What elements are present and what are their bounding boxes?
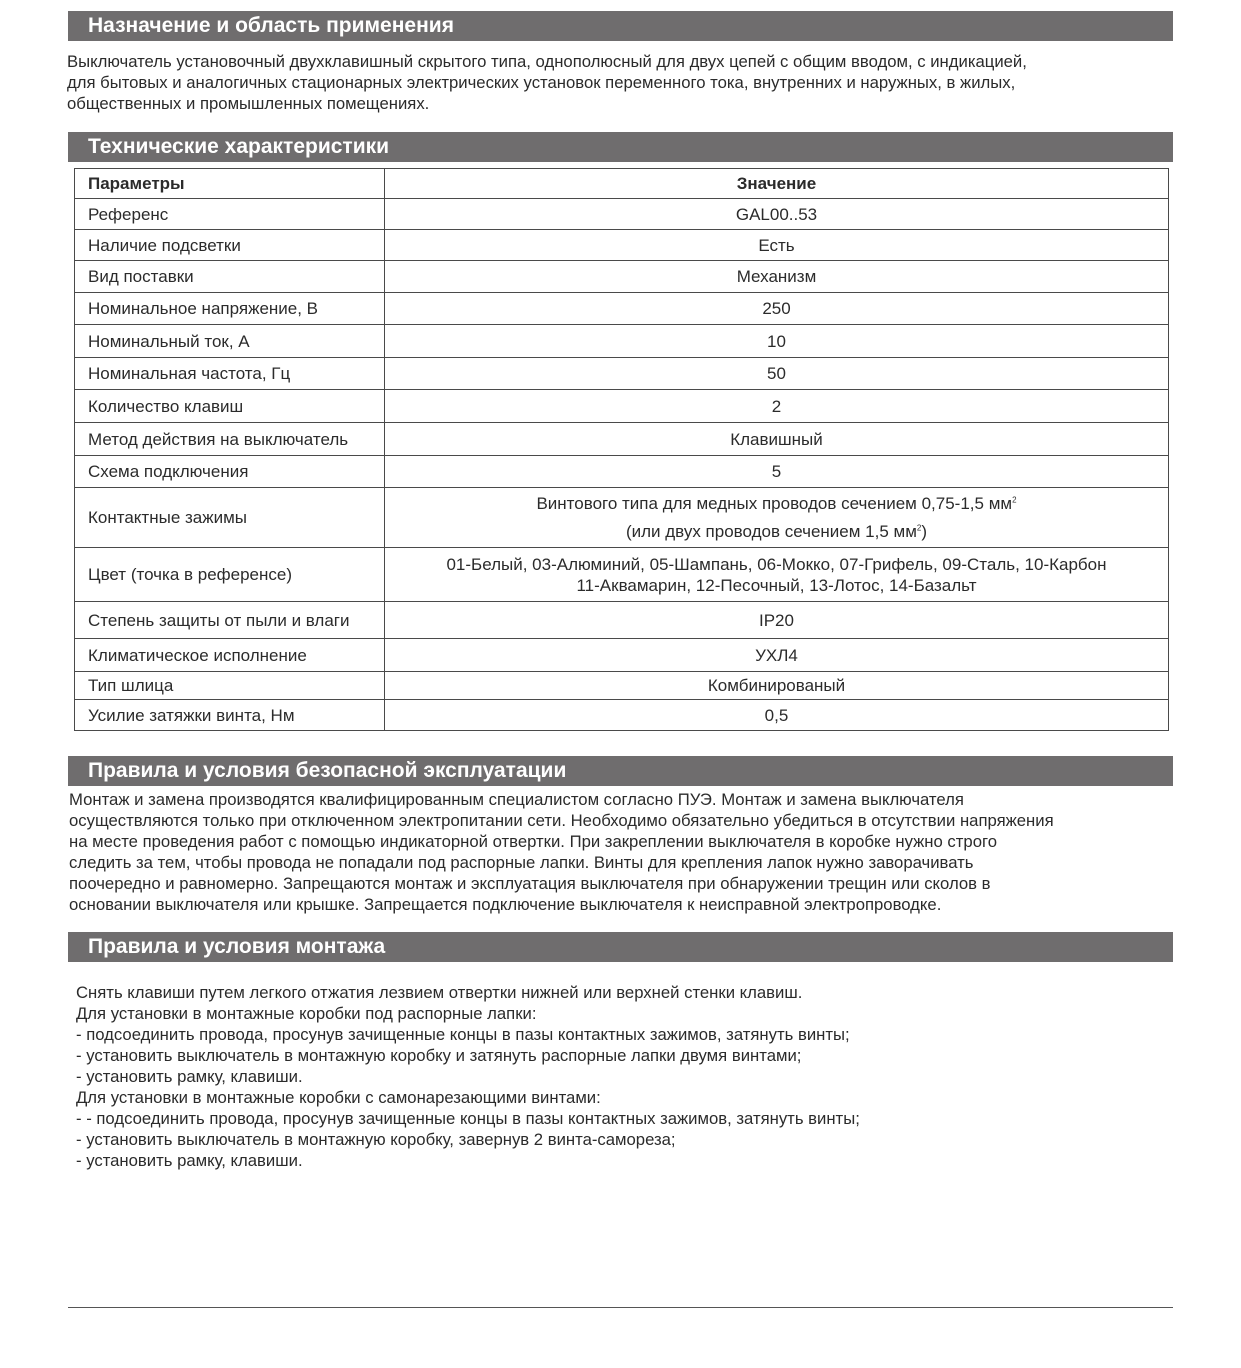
table-row	[75, 672, 1169, 700]
safety-line: на месте проведения работ с помощью индикаторной отвертки. При закреплении выключателя в коробке нужно строго	[69, 832, 997, 851]
header-param: Параметры	[75, 169, 385, 199]
mounting-line: Для установки в монтажные коробки под распорные лапки:	[76, 1004, 537, 1023]
row-param: Количество клавиш	[75, 390, 385, 423]
superscript: 2	[916, 522, 922, 532]
row-param: Номинальная частота, Гц	[75, 358, 385, 390]
table-row	[75, 488, 1169, 548]
superscript: 2	[1012, 494, 1017, 504]
table-header-row	[75, 169, 1169, 199]
row-param: Номинальный ток, А	[75, 325, 385, 358]
table-row	[75, 700, 1169, 731]
header-value: Значение	[385, 169, 1169, 199]
row-param: Климатическое исполнение	[75, 639, 385, 672]
row-param: Усилие затяжки винта, Нм	[75, 700, 385, 731]
specs-table	[74, 168, 1169, 731]
row-value: 250	[385, 293, 1169, 325]
mounting-line: - установить выключатель в монтажную коробку и затянуть распорные лапки двумя винтами;	[76, 1046, 802, 1065]
table-row	[75, 261, 1169, 293]
purpose-paragraph	[67, 51, 1027, 114]
row-param: Тип шлица	[75, 672, 385, 700]
row-param: Вид поставки	[75, 261, 385, 293]
table-row	[75, 199, 1169, 230]
safety-line: осуществляются только при отключенном электропитании сети. Необходимо обязательно убедиться в отсутствии напряжения	[69, 811, 1054, 830]
row-value: Есть	[385, 230, 1169, 261]
table-row	[75, 423, 1169, 456]
mounting-line: Снять клавиши путем легкого отжатия лезвием отвертки нижней или верхней стенки клавиш.	[76, 983, 803, 1002]
mounting-line: - - подсоединить провода, просунув зачищенные концы в пазы контактных зажимов, затянуть винты;	[76, 1109, 860, 1128]
row-param: Метод действия на выключатель	[75, 423, 385, 456]
row-param: Номинальное напряжение, В	[75, 293, 385, 325]
safety-line: основании выключателя или крышке. Запрещается подключение выключателя к неисправной электропроводке.	[69, 895, 942, 914]
row-value: 0,5	[385, 700, 1169, 731]
row-value: 10	[385, 325, 1169, 358]
row-param: Цвет (точка в референсе)	[75, 548, 385, 602]
row-value	[385, 488, 1169, 548]
table-row	[75, 293, 1169, 325]
mounting-paragraph	[76, 982, 860, 1171]
table-row	[75, 548, 1169, 602]
row-value-line: 11-Аквамарин, 12-Песочный, 13-Лотос, 14-Базальт	[576, 575, 977, 595]
row-param: Референс	[75, 199, 385, 230]
section-header-purpose: Назначение и область применения	[68, 11, 1173, 41]
row-value: 50	[385, 358, 1169, 390]
row-value	[385, 548, 1169, 602]
table-row	[75, 456, 1169, 488]
table-row	[75, 230, 1169, 261]
safety-line: следить за тем, чтобы провода не попадали под распорные лапки. Винты для крепления лапок нужно заворачивать	[69, 853, 974, 872]
purpose-line: общественных и промышленных помещениях.	[67, 94, 430, 113]
row-value: IP20	[385, 602, 1169, 639]
row-value-line	[385, 490, 1168, 518]
mounting-line: - установить рамку, клавиши.	[76, 1151, 303, 1170]
mounting-line: Для установки в монтажные коробки с самонарезающими винтами:	[76, 1088, 601, 1107]
row-param: Наличие подсветки	[75, 230, 385, 261]
row-value-line	[385, 518, 1168, 546]
mounting-line: - установить выключатель в монтажную коробку, завернув 2 винта-самореза;	[76, 1130, 676, 1149]
section-header-mounting: Правила и условия монтажа	[68, 932, 1173, 962]
row-param: Контактные зажимы	[75, 488, 385, 548]
mounting-line: - установить рамку, клавиши.	[76, 1067, 303, 1086]
row-value: Комбинированый	[385, 672, 1169, 700]
row-value: Клавишный	[385, 423, 1169, 456]
value-text: Винтового типа для медных проводов сечением 0,75-1,5 мм	[536, 493, 1013, 513]
value-text: (или двух проводов сечением 1,5 мм	[625, 521, 917, 541]
safety-paragraph	[69, 789, 1054, 915]
safety-line: Монтаж и замена производятся квалифицированным специалистом согласно ПУЭ. Монтаж и замена выключателя	[69, 790, 964, 809]
row-value: Механизм	[385, 261, 1169, 293]
purpose-line: Выключатель установочный двухклавишный скрытого типа, однополюсный для двух цепей с общим вводом, с индикацией,	[67, 52, 1027, 71]
table-row	[75, 639, 1169, 672]
safety-line: поочередно и равномерно. Запрещаются монтаж и эксплуатация выключателя при обнаружении трещин или сколов в	[69, 874, 991, 893]
row-value: 5	[385, 456, 1169, 488]
footer-divider	[68, 1307, 1173, 1308]
table-row	[75, 602, 1169, 639]
section-header-specs: Технические характеристики	[68, 132, 1173, 162]
table-row	[75, 358, 1169, 390]
table-row	[75, 390, 1169, 423]
row-value: УХЛ4	[385, 639, 1169, 672]
row-param: Степень защиты от пыли и влаги	[75, 602, 385, 639]
row-value: GAL00..53	[385, 199, 1169, 230]
row-value-line: 01-Белый, 03-Алюминий, 05-Шампань, 06-Мокко, 07-Грифель, 09-Сталь, 10-Карбон	[446, 554, 1107, 574]
row-param: Схема подключения	[75, 456, 385, 488]
section-header-safety: Правила и условия безопасной эксплуатации	[68, 756, 1173, 786]
mounting-line: - подсоединить провода, просунув зачищенные концы в пазы контактных зажимов, затянуть винты;	[76, 1025, 850, 1044]
value-text: )	[921, 521, 928, 541]
purpose-line: для бытовых и аналогичных стационарных электрических установок переменного тока, внутренних и наружных, в жилых,	[67, 73, 1016, 92]
row-value: 2	[385, 390, 1169, 423]
table-row	[75, 325, 1169, 358]
